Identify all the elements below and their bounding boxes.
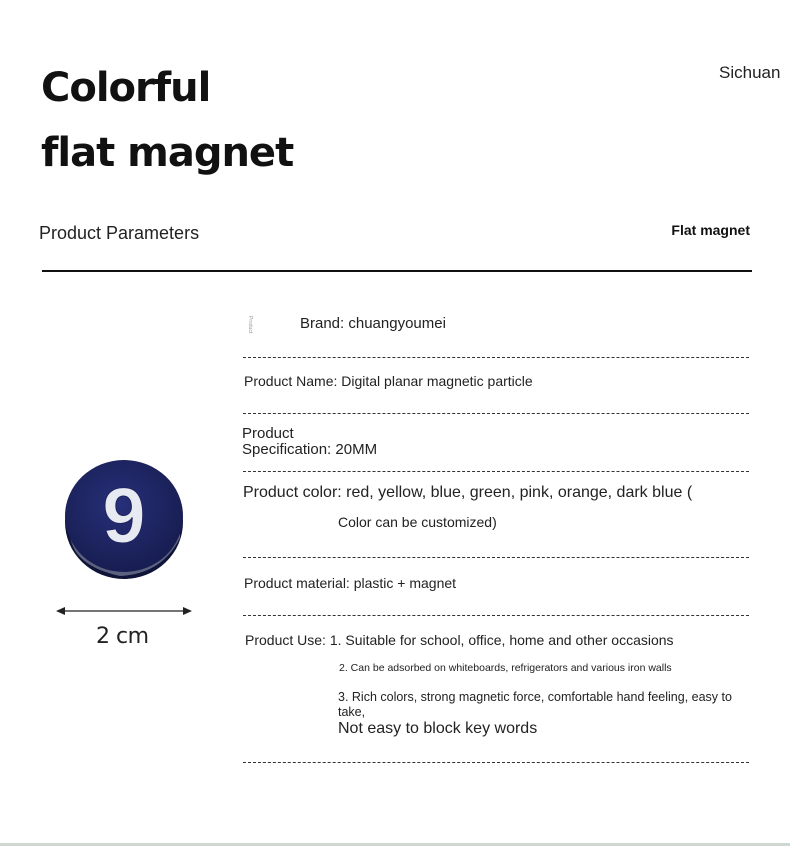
param-divider [243,762,749,763]
param-spec-label: Product [242,425,294,442]
brand-tag: Product [247,316,253,334]
param-product-name: Product Name: Digital planar magnetic particle [244,373,533,389]
param-brand: Brand: chuangyoumei [300,315,446,332]
param-use-3-cont: take, [338,705,366,719]
param-divider [243,557,749,558]
page-title-line-2: flat magnet [41,130,294,176]
param-color-note: Color can be customized) [338,514,497,530]
section-heading: Product Parameters [39,223,200,243]
param-use-2: 2. Can be adsorbed on whiteboards, refrigerators and various iron walls [339,662,672,674]
magnet-image [62,458,186,580]
param-divider [243,471,749,472]
page-title-line-1: Colorful [41,65,211,111]
param-spec: Specification: 20MM [242,441,378,458]
magnet-digit: 9 [102,471,146,559]
param-use-1: Product Use: 1. Suitable for school, office, home and other occasions [245,632,674,648]
heading-divider [42,270,752,272]
param-divider [243,615,749,616]
dimension-label: 2 cm [96,624,149,649]
param-material: Product material: plastic + magnet [244,575,457,591]
param-divider [243,413,749,414]
location-label: Sichuan [719,63,781,82]
side-label: Flat magnet [671,222,750,238]
dimension-arrow [56,604,192,618]
param-color: Product color: red, yellow, blue, green, pink, orange, dark blue ( [243,484,693,501]
param-use-4: Not easy to block key words [338,720,538,737]
param-use-3: 3. Rich colors, strong magnetic force, comfortable hand feeling, easy to [338,690,732,704]
param-divider [243,357,749,358]
